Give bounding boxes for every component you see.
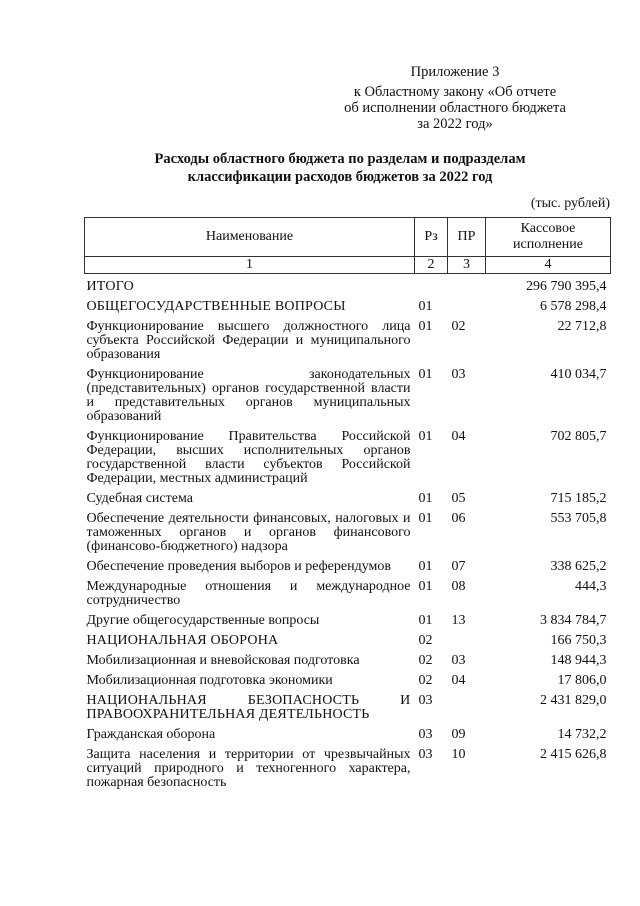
table-row bbox=[85, 580, 611, 614]
row-sum: 3 834 784,7 bbox=[540, 613, 607, 628]
row-pr: 13 bbox=[451, 613, 466, 628]
row-pr: 05 bbox=[451, 491, 466, 506]
row-rz: 02 bbox=[418, 673, 433, 688]
row-sum: 2 415 626,8 bbox=[540, 747, 607, 762]
appendix-line: об исполнении областного бюджета bbox=[344, 100, 566, 116]
row-rz: 03 bbox=[418, 727, 433, 742]
row-name: ИТОГО bbox=[86, 279, 134, 294]
row-name: Другие общегосударственные вопросы bbox=[86, 613, 320, 628]
table-row bbox=[85, 748, 611, 796]
row-rz: 01 bbox=[418, 579, 433, 594]
row-name: Мобилизационная подготовка экономики bbox=[86, 673, 333, 688]
row-sum: 553 705,8 bbox=[550, 511, 607, 526]
index-cell: 2 bbox=[415, 257, 448, 274]
row-sum: 148 944,3 bbox=[550, 653, 607, 668]
table-row bbox=[85, 694, 611, 728]
table-row bbox=[85, 614, 611, 634]
row-sum: 14 732,2 bbox=[557, 727, 607, 742]
table-row bbox=[85, 300, 611, 320]
row-pr bbox=[448, 694, 486, 728]
row-sum: 702 805,7 bbox=[550, 429, 607, 444]
table-row bbox=[85, 654, 611, 674]
row-rz: 02 bbox=[418, 653, 433, 668]
row-rz: 03 bbox=[418, 693, 433, 708]
header-name: Наименование bbox=[85, 218, 415, 257]
row-rz: 01 bbox=[418, 429, 433, 444]
row-name: Международные отношения и международное сотрудничество bbox=[86, 579, 411, 608]
row-sum: 22 712,8 bbox=[557, 319, 607, 334]
table-header-row bbox=[85, 218, 611, 257]
row-pr: 03 bbox=[451, 653, 466, 668]
row-rz: 01 bbox=[418, 367, 433, 382]
document-title bbox=[60, 150, 620, 186]
row-rz: 03 bbox=[418, 747, 433, 762]
row-name: Мобилизационная и вневойсковая подготовка bbox=[86, 653, 360, 668]
row-sum: 715 185,2 bbox=[550, 491, 607, 506]
row-pr bbox=[448, 274, 486, 301]
row-name: Функционирование Правительства Российской Федерации, высших исполнительных органов государственной власти субъектов Российской Федерации, местных администраций bbox=[86, 429, 411, 486]
row-name: Судебная система bbox=[86, 491, 193, 506]
table-row bbox=[85, 320, 611, 368]
row-pr: 02 bbox=[451, 319, 466, 334]
row-rz: 01 bbox=[418, 319, 433, 334]
row-name: ОБЩЕГОСУДАРСТВЕННЫЕ ВОПРОСЫ bbox=[86, 299, 346, 314]
row-name: Обеспечение проведения выборов и референдумов bbox=[86, 559, 391, 574]
row-pr bbox=[448, 634, 486, 654]
header-sum: Кассовое исполнение bbox=[486, 218, 611, 257]
index-cell: 3 bbox=[448, 257, 486, 274]
appendix-number: Приложение 3 bbox=[410, 64, 500, 80]
appendix-line: к Областному закону «Об отчете bbox=[353, 84, 557, 100]
row-name: Обеспечение деятельности финансовых, налоговых и таможенных органов и органов финансового (финансово-бюджетного) надзора bbox=[86, 511, 411, 554]
row-pr: 07 bbox=[451, 559, 466, 574]
row-rz: 01 bbox=[418, 511, 433, 526]
appendix-line: за 2022 год» bbox=[417, 116, 493, 132]
row-name: НАЦИОНАЛЬНАЯ БЕЗОПАСНОСТЬ И ПРАВООХРАНИТЕЛЬНАЯ ДЕЯТЕЛЬНОСТЬ bbox=[86, 693, 411, 722]
row-pr: 04 bbox=[451, 429, 466, 444]
table-row bbox=[85, 274, 611, 301]
table-index-row bbox=[85, 257, 611, 274]
table-row bbox=[85, 492, 611, 512]
row-sum: 166 750,3 bbox=[550, 633, 607, 648]
row-name: Защита населения и территории от чрезвычайных ситуаций природного и техногенного характера, пожарная безопасность bbox=[86, 747, 411, 790]
header-pr: ПР bbox=[448, 218, 486, 257]
row-sum: 338 625,2 bbox=[550, 559, 607, 574]
table-row bbox=[85, 674, 611, 694]
row-name: Функционирование высшего должностного лица субъекта Российской Федерации и муниципального образования bbox=[86, 319, 411, 362]
index-cell: 1 bbox=[85, 257, 415, 274]
table-row bbox=[85, 512, 611, 560]
index-cell: 4 bbox=[486, 257, 611, 274]
row-name: Функционирование законодательных (представительных) органов государственной власти и представительных органов муниципальных образований bbox=[86, 367, 411, 424]
row-rz: 01 bbox=[418, 559, 433, 574]
row-sum: 410 034,7 bbox=[550, 367, 607, 382]
row-name: Гражданская оборона bbox=[86, 727, 216, 742]
row-name: НАЦИОНАЛЬНАЯ ОБОРОНА bbox=[86, 633, 279, 648]
row-pr: 06 bbox=[451, 511, 466, 526]
budget-table bbox=[84, 217, 611, 796]
units-label: (тыс. рублей) bbox=[530, 196, 610, 211]
row-sum: 444,3 bbox=[575, 579, 607, 594]
title-line: классификации расходов бюджетов за 2022 год bbox=[187, 169, 493, 185]
row-sum: 6 578 298,4 bbox=[540, 299, 607, 314]
row-sum: 17 806,0 bbox=[557, 673, 607, 688]
row-rz: 01 bbox=[418, 613, 433, 628]
row-pr: 03 bbox=[451, 367, 466, 382]
table-row bbox=[85, 430, 611, 492]
table-row bbox=[85, 728, 611, 748]
table-row bbox=[85, 368, 611, 430]
row-rz: 01 bbox=[418, 299, 433, 314]
row-rz: 01 bbox=[418, 491, 433, 506]
appendix-note bbox=[300, 64, 610, 132]
table-row bbox=[85, 560, 611, 580]
row-pr: 09 bbox=[451, 727, 466, 742]
header-rz: Рз bbox=[415, 218, 448, 257]
table-body bbox=[85, 274, 611, 797]
row-rz: 02 bbox=[418, 633, 433, 648]
row-sum: 296 790 395,4 bbox=[526, 279, 607, 294]
title-line: Расходы областного бюджета по разделам и подразделам bbox=[154, 151, 526, 167]
row-rz bbox=[415, 274, 448, 301]
table-row bbox=[85, 634, 611, 654]
row-pr: 04 bbox=[451, 673, 466, 688]
row-pr: 08 bbox=[451, 579, 466, 594]
row-sum: 2 431 829,0 bbox=[540, 693, 607, 708]
row-pr bbox=[448, 300, 486, 320]
row-pr: 10 bbox=[451, 747, 466, 762]
